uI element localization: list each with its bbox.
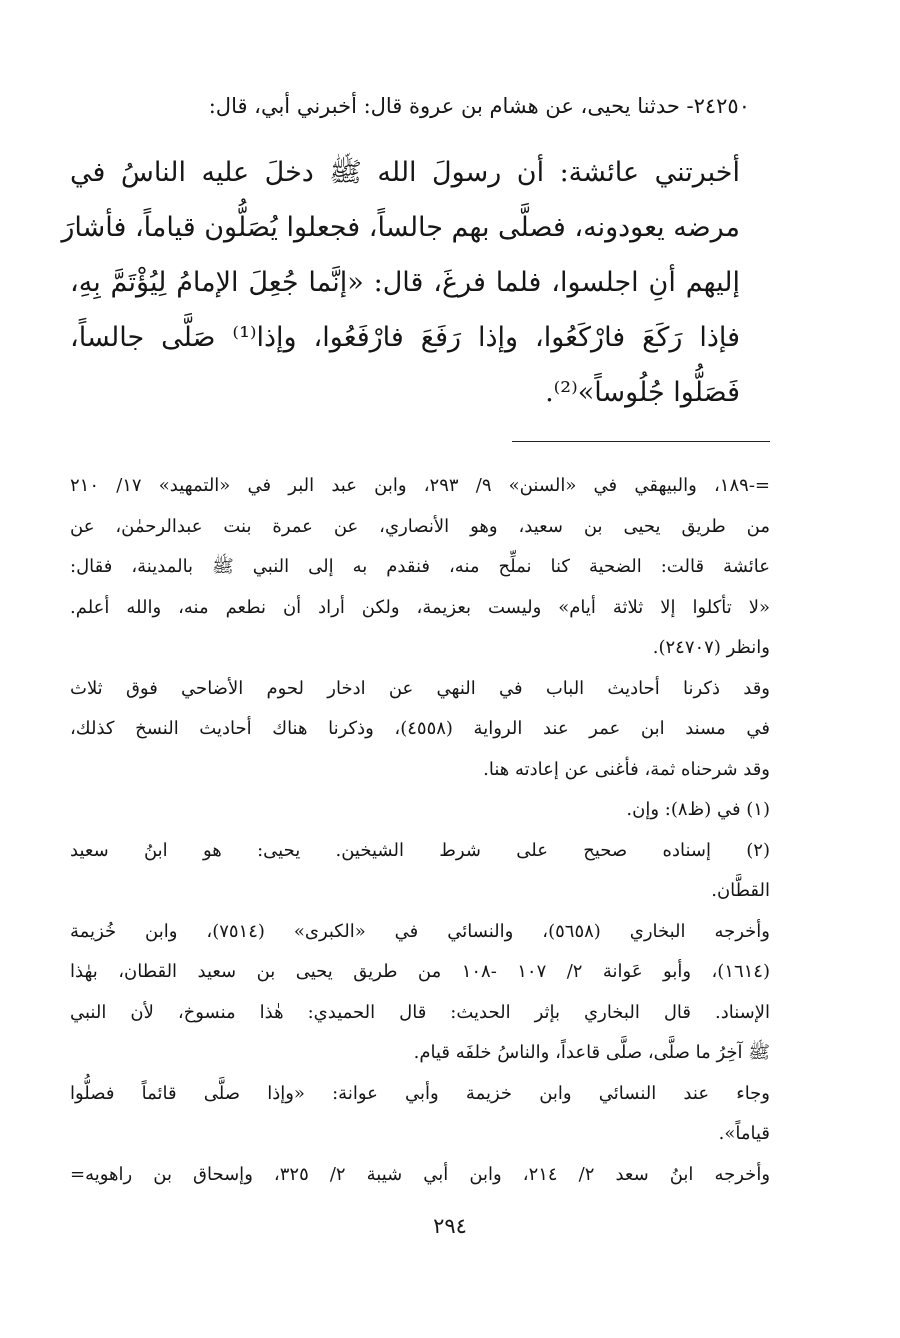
footnote-line: (١) في (ظ٨): وإن. bbox=[626, 799, 770, 820]
footnote-line: ﷺ آخِرُ ما صلَّى، صلَّى قاعداً، والناسُ خلفَه قيام. bbox=[413, 1042, 770, 1063]
footnote-line: في مسند ابن عمر عند الرواية (٤٥٥٨)، وذكرنا هناك أحاديث النسخ كذلك، bbox=[70, 718, 770, 739]
hadith-body bbox=[61, 145, 740, 420]
footnote-line: الإسناد. قال البخاري بإثر الحديث: قال الحميدي: هٰذا منسوخ، لأن النبي bbox=[70, 1001, 770, 1023]
footnote-line: القطَّان. bbox=[711, 880, 770, 901]
footnote-line: (٢) إسناده صحيح على شرط الشيخين. يحيى: هو ابنُ سعيد bbox=[70, 839, 770, 861]
footnote-line: وانظر (٢٤٧٠٧). bbox=[652, 637, 770, 658]
footnote-line: وقد شرحناه ثمة، فأغنى عن إعادته هنا. bbox=[483, 758, 770, 780]
footnote-paragraph bbox=[70, 912, 770, 1074]
hadith-header: ٢٤٢٥٠- حدثنا يحيى، عن هشام بن عروة قال: أخبرني أبي، قال: bbox=[208, 94, 750, 118]
footnote-line: «لا تأكلوا إلا ثلاثة أيام» وليست بعزيمة، ولكن أراد أن نطعم منه، والله أعلم. bbox=[70, 596, 770, 618]
footnote-line: وقد ذكرنا أحاديث الباب في النهي عن ادخار لحوم الأضاحي فوق ثلاث bbox=[70, 677, 770, 699]
footnote-line: (١٦١٤)، وأبو عَوانة ٢/ ١٠٧ -١٠٨ من طريق يحيى بن سعيد القطان، بهٰذا bbox=[70, 961, 770, 982]
footnote-continuation bbox=[70, 466, 770, 669]
footnotes-section bbox=[70, 466, 770, 1195]
footnote-1 bbox=[70, 790, 770, 831]
footnote-line: من طريق يحيى بن سعيد، وهو الأنصاري، عن عمرة بنت عبدالرحمٰن، عن bbox=[70, 515, 771, 537]
footnote-paragraph bbox=[70, 1155, 770, 1196]
footnote-paragraph bbox=[70, 1074, 770, 1155]
hadith-line: مرضه يعودونه، فصلَّى بهم جالساً، فجعلوا يُصَلُّون قياماً، فأشارَ bbox=[61, 212, 740, 243]
footnote-divider bbox=[512, 441, 770, 442]
hadith-line: إليهم أنِ اجلسوا، فلما فرغَ، قال: «إنَّما جُعِلَ الإمامُ لِيُؤْتَمَّ بِهِ، bbox=[70, 267, 740, 298]
footnote-2 bbox=[70, 831, 770, 912]
page-number: ٢٩٤ bbox=[433, 1214, 467, 1238]
hadith-line: فإذا رَكَعَ فارْكَعُوا، وإذا رَفَعَ فارْفَعُوا، وإذا⁽¹⁾ صَلَّى جالساً، bbox=[70, 322, 740, 353]
footnote-line: وجاء عند النسائي وابن خزيمة وأبي عوانة: «وإذا صلَّى قائماً فصلُّوا bbox=[70, 1082, 770, 1104]
footnote-line: قياماً». bbox=[718, 1123, 770, 1144]
footnote-line: عائشة قالت: الضحية كنا نملِّح منه، فنقدم به إلى النبي ﷺ بالمدينة، فقال: bbox=[70, 556, 770, 577]
hadith-line: أخبرتني عائشة: أن رسولَ الله ﷺ دخلَ عليه الناسُ في bbox=[70, 157, 740, 188]
footnote-line: وأخرجه ابنُ سعد ٢/ ٢١٤، وابن أبي شيبة ٢/ ٣٢٥، وإسحاق بن راهويه= bbox=[70, 1163, 771, 1185]
footnote-line: وأخرجه البخاري (٥٦٥٨)، والنسائي في «الكبرى» (٧٥١٤)، وابن خُزيمة bbox=[70, 920, 770, 942]
hadith-line: فَصَلُّوا جُلُوساً»⁽²⁾. bbox=[545, 377, 740, 408]
footnote-line: =-١٨٩، والبيهقي في «السنن» ٩/ ٢٩٣، وابن عبد البر في «التمهيد» ١٧/ ٢١٠ bbox=[70, 475, 770, 496]
footnote-paragraph bbox=[70, 669, 770, 791]
